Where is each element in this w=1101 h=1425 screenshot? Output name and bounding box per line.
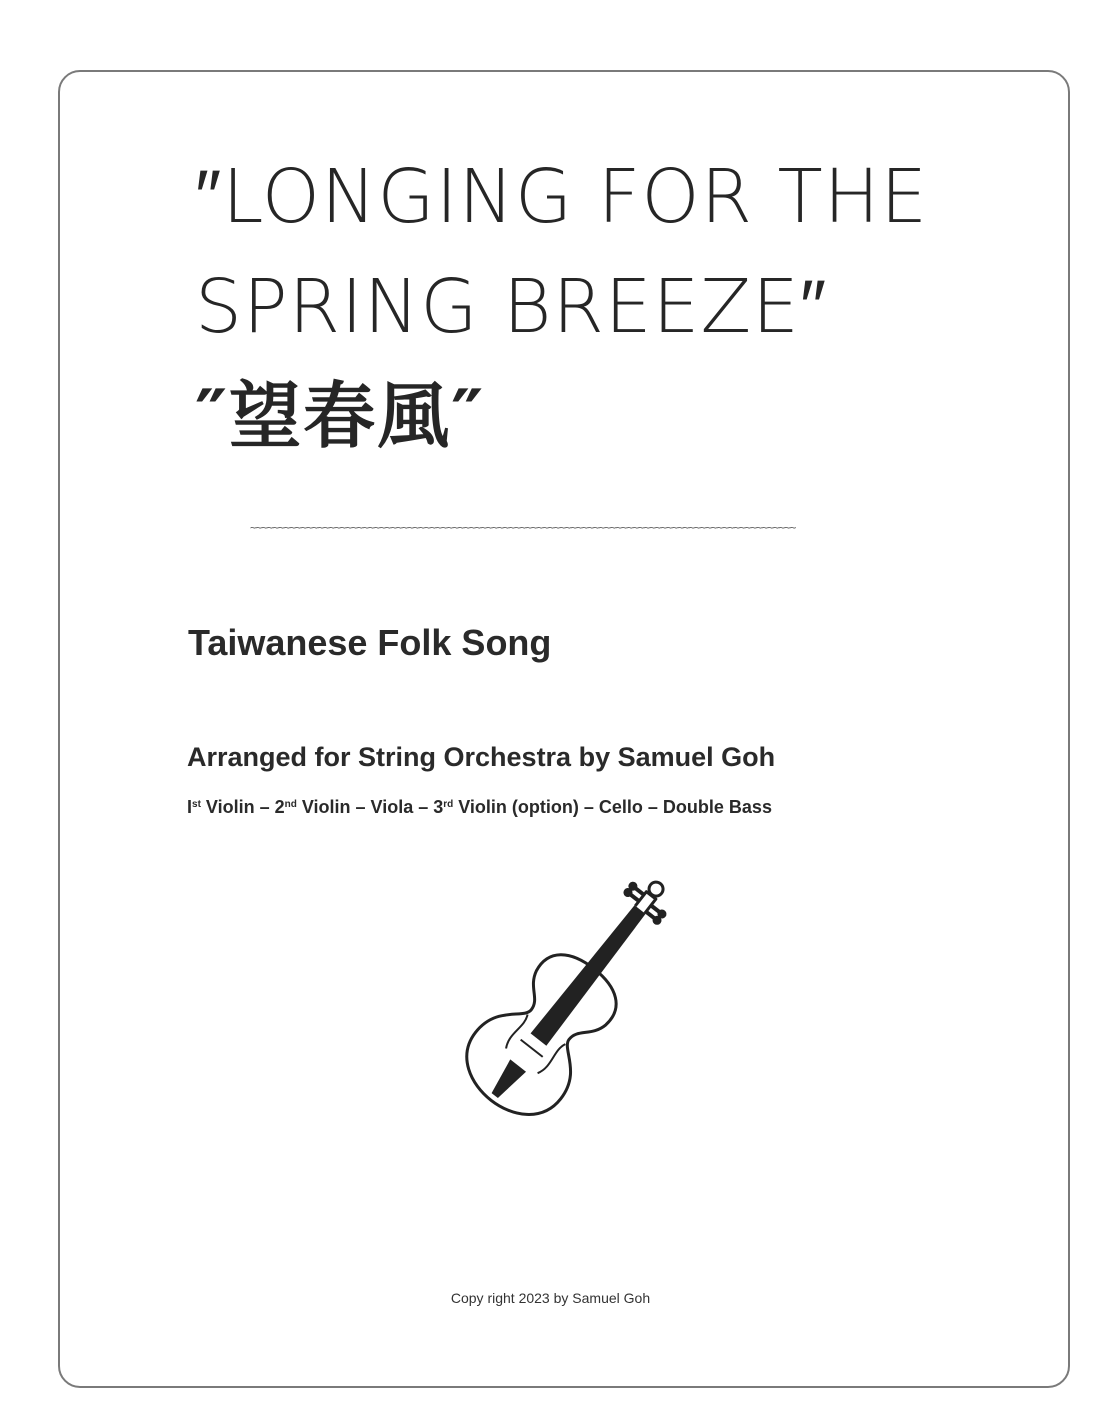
- title-chinese: ″望春風″: [195, 374, 486, 458]
- violin-icon: [450, 862, 670, 1122]
- instrument-part: Violin (option) – Cello – Double Bass: [453, 797, 772, 817]
- copyright-notice: Copy right 2023 by Samuel Goh: [450, 1290, 651, 1306]
- arranger-credit: Arranged for String Orchestra by Samuel Goh: [187, 742, 776, 772]
- title-line-2: SPRING BREEZE″: [195, 264, 828, 350]
- subtitle: Taiwanese Folk Song: [188, 622, 552, 663]
- ordinal-suffix: st: [192, 799, 201, 810]
- ordinal-suffix: nd: [284, 799, 297, 810]
- instrument-part: Violin – 2: [200, 797, 285, 817]
- instrument-part: Violin – Viola – 3: [296, 797, 444, 817]
- instrumentation: [187, 797, 772, 818]
- divider: ~~~~~~~~~~~~~~~~~~~~~~~~~~~~~~~~~~~~~~~~~~~~~~~~~~~~~~~~~~~~~~~~~~~~~~~~~~~~~~~~~~~~~~~~~~~~~~~~~: [250, 522, 796, 534]
- title-line-1: ″LONGING FOR THE: [195, 154, 929, 240]
- ordinal-suffix: rd: [443, 799, 454, 810]
- instrument-part: I: [187, 797, 193, 817]
